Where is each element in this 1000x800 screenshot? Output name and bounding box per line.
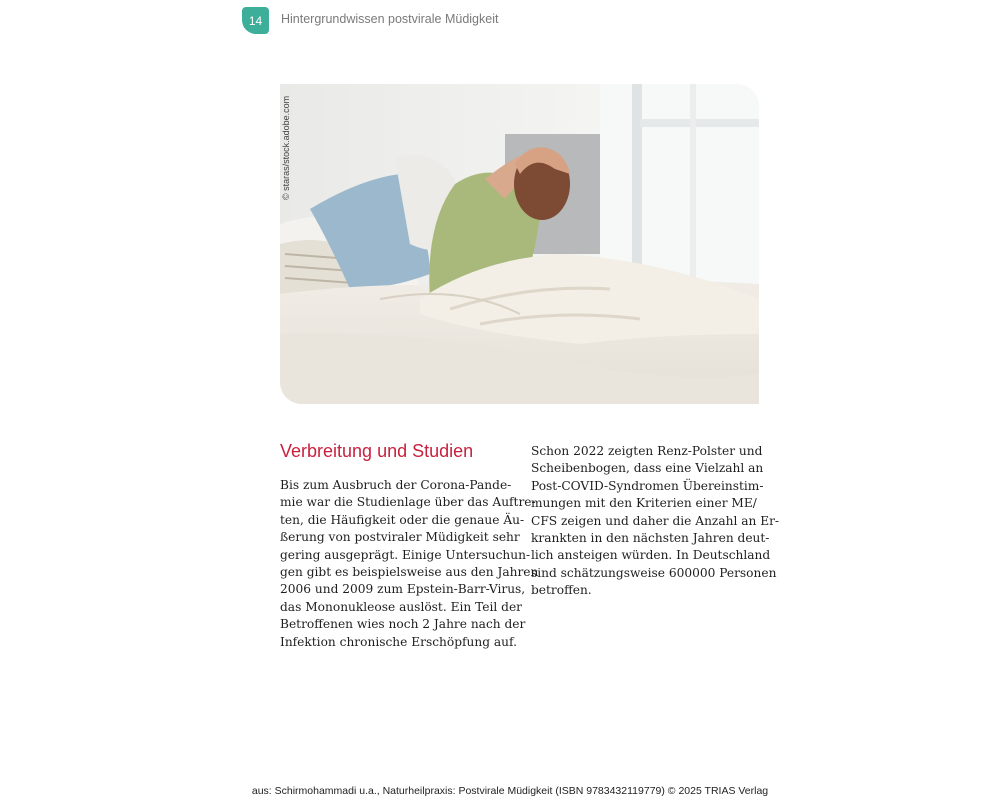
photo-credit-text: © staras/stock.adobe.com (281, 95, 291, 200)
text-line: krankten in den nächsten Jahren deut- (531, 531, 770, 546)
text-line: ten, die Häufigkeit oder die genaue Äu- (280, 512, 525, 527)
text-line: Infektion chronische Erschöpfung auf. (280, 634, 517, 649)
bedroom-photo-illustration (280, 84, 759, 404)
text-line: Betroffenen wies noch 2 Jahre nach der (280, 617, 526, 632)
section-heading: Verbreitung und Studien (280, 441, 474, 461)
running-head: Hintergrundwissen postvirale Müdigkeit (281, 12, 499, 26)
text-line: das Mononukleose auslöst. Ein Teil der (280, 599, 522, 614)
source-footer: aus: Schirmohammadi u.a., Naturheilpraxis: Postvirale Müdigkeit (ISBN 9783432119779) © 2025 TRIAS Verlag (251, 785, 769, 797)
bedroom-photo (280, 84, 759, 404)
text-line: CFS zeigen und daher die Anzahl an Er- (531, 513, 780, 528)
text-line: mie war die Studienlage über das Auftre- (280, 495, 536, 510)
text-line: Schon 2022 zeigten Renz-Polster und (531, 444, 763, 458)
text-line: betroffen. (531, 583, 592, 598)
text-line: Scheibenbogen, dass eine Vielzahl an (531, 461, 764, 476)
text-line: sind schätzungsweise 600000 Personen (531, 565, 777, 580)
text-line: gering ausgeprägt. Einige Untersuchun- (280, 547, 531, 562)
right-column-text (531, 443, 780, 600)
page-number-badge (242, 7, 269, 34)
text-line: mungen mit den Kriterien einer ME/ (531, 496, 757, 511)
text-line: Bis zum Ausbruch der Corona-Pande- (280, 478, 512, 492)
text-line: Post-COVID-Syndromen Übereinstim- (531, 478, 764, 493)
text-line: gen gibt es beispielsweise aus den Jahren (280, 565, 539, 580)
text-line: lich ansteigen würden. In Deutschland (531, 548, 771, 563)
left-column-text (280, 477, 539, 651)
text-line: ßerung von postviraler Müdigkeit sehr (280, 530, 520, 545)
text-line: 2006 und 2009 zum Epstein-Barr-Virus, (280, 582, 526, 597)
page-number: 14 (248, 13, 263, 28)
